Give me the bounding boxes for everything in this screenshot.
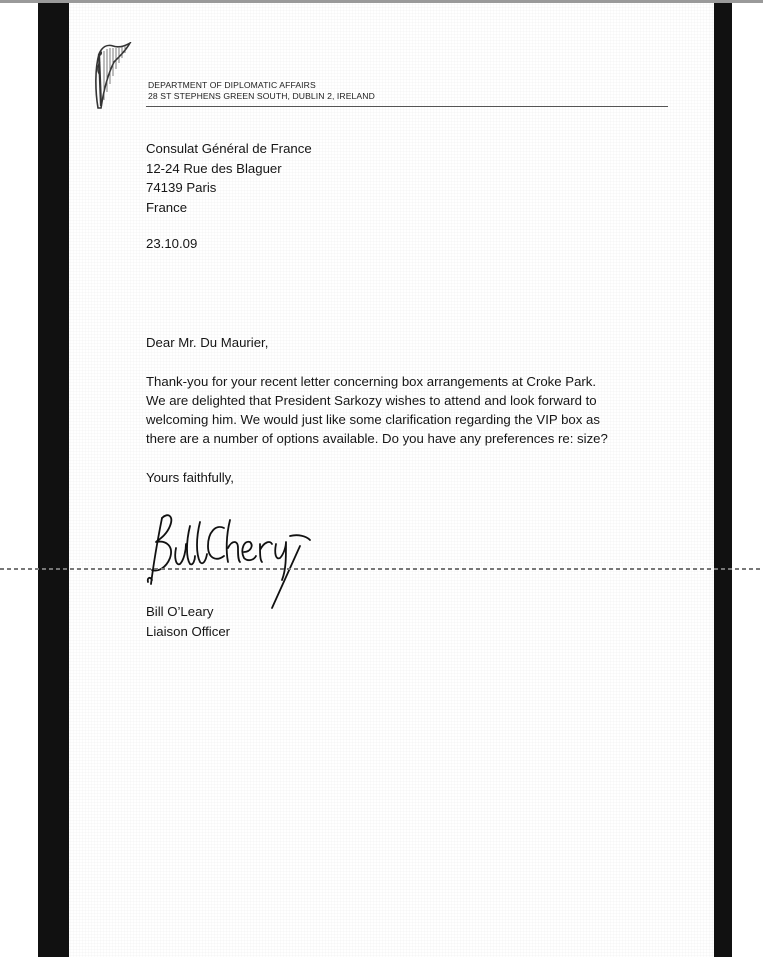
recipient-line: 74139 Paris xyxy=(146,180,217,195)
recipient-address xyxy=(146,139,312,217)
recipient-line: Consulat Général de France xyxy=(146,141,312,156)
scan-edge-right xyxy=(714,0,732,957)
scan-top-border xyxy=(0,0,763,3)
recipient-line: 12-24 Rue des Blaguer xyxy=(146,160,282,176)
salutation: Dear Mr. Du Maurier, xyxy=(146,335,269,350)
letterhead xyxy=(148,80,375,102)
signatory-name: Bill O’Leary xyxy=(146,604,214,619)
closing: Yours faithfully, xyxy=(146,470,234,485)
body-line: We are delighted that President Sarkozy wishes to attend and look forward to xyxy=(146,393,597,408)
letterhead-department: DEPARTMENT OF DIPLOMATIC AFFAIRS xyxy=(148,80,316,90)
scan-background-left xyxy=(0,0,38,957)
body-paragraph xyxy=(146,372,608,448)
letter-date: 23.10.09 xyxy=(146,236,198,251)
scan-background-right xyxy=(732,0,763,957)
signatory-block xyxy=(146,602,230,641)
body-line: there are a number of options available. Do you have any preferences re: size? xyxy=(146,431,608,446)
harp-logo-icon xyxy=(92,42,132,110)
recipient-line: France xyxy=(146,199,188,215)
signatory-title: Liaison Officer xyxy=(146,623,231,639)
letterhead-address: 28 ST STEPHENS GREEN SOUTH, DUBLIN 2, IRELAND xyxy=(148,91,375,101)
body-line: Thank-you for your recent letter concerning box arrangements at Croke Park. xyxy=(146,374,597,389)
body-line: welcoming him. We would just like some clarification regarding the VIP box as xyxy=(146,412,600,427)
scan-edge-left xyxy=(38,0,69,957)
scan-fold-line xyxy=(0,568,763,570)
letterhead-divider xyxy=(146,106,668,107)
handwritten-signature xyxy=(140,508,320,612)
